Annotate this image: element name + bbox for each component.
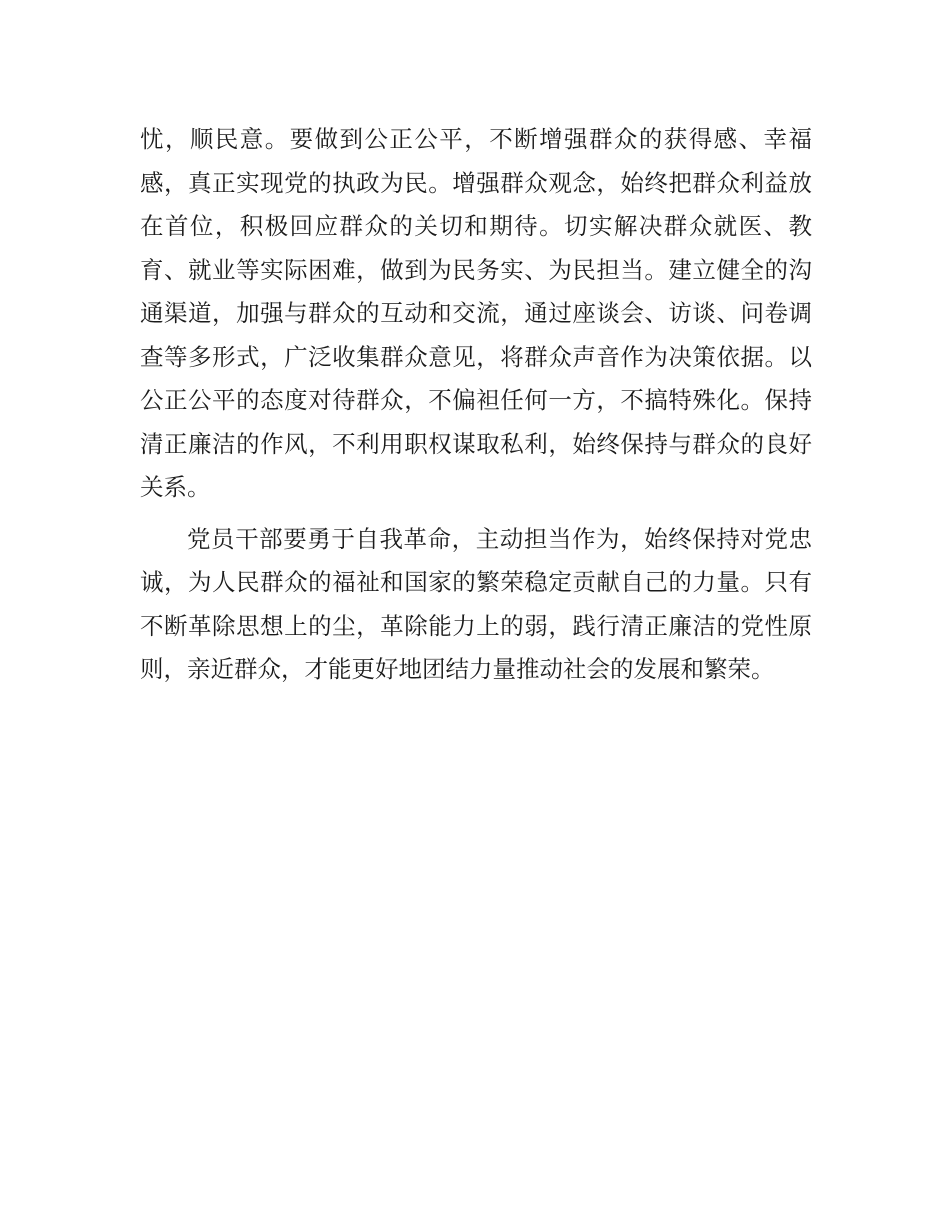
paragraph-continued: 忧，顺民意。要做到公正公平，不断增强群众的获得感、幸福感，真正实现党的执政为民。增强群众观念，始终把群众利益放在首位，积极回应群众的关切和期待。切实解决群众就医、教育、就业等实际困难，做到为民务实、为民担当。建立健全的沟通渠道，加强与群众的互动和交流，通过座谈会、访谈、问卷调查等多形式，广泛收集群众意见，将群众声音作为决策依据。以公正公平的态度对待群众，不偏袒任何一方，不搞特殊化。保持清正廉洁的作风，不利用职权谋取私利，始终保持与群众的良好关系。 xyxy=(140,125,812,501)
document-body xyxy=(140,118,812,692)
paragraph-conclusion: 党员干部要勇于自我革命，主动担当作为，始终保持对党忠诚，为人民群众的福祉和国家的繁荣稳定贡献自己的力量。只有不断革除思想上的尘，革除能力上的弱，践行清正廉洁的党性原则，亲近群众，才能更好地团结力量推动社会的发展和繁荣。 xyxy=(140,524,812,683)
